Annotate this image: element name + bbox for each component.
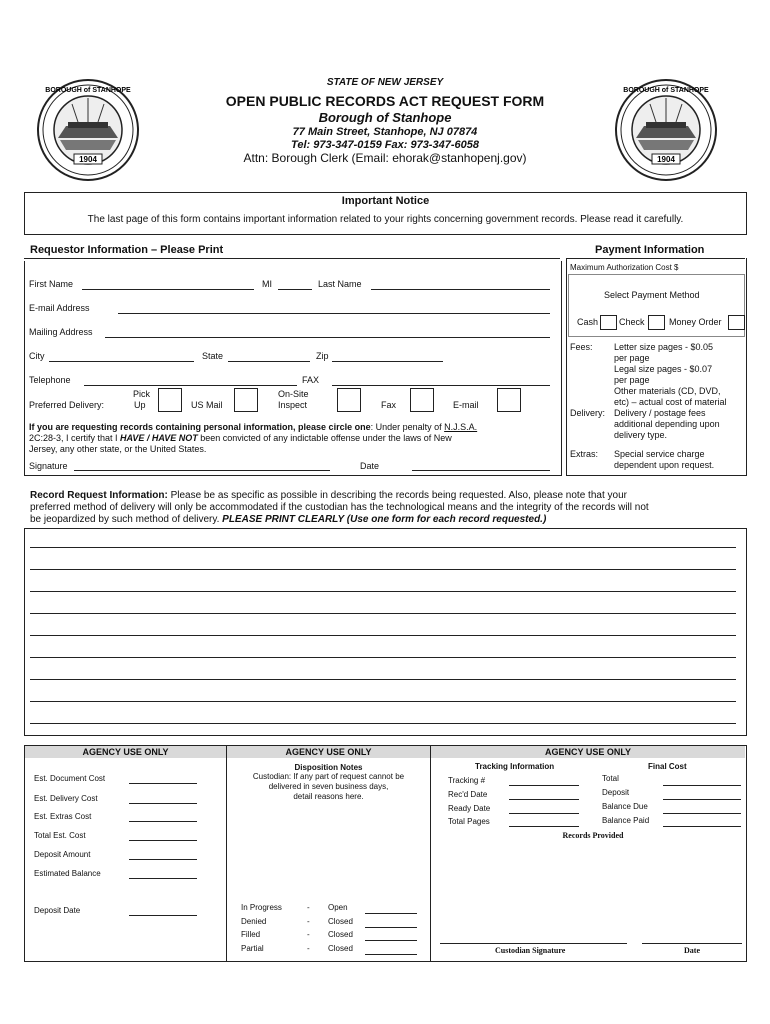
status-field[interactable] bbox=[365, 913, 417, 914]
fees-text bbox=[614, 342, 727, 408]
svg-text:1904: 1904 bbox=[79, 155, 97, 164]
record-request-line[interactable] bbox=[30, 569, 736, 570]
usmail-checkbox[interactable] bbox=[234, 388, 258, 412]
preferred-delivery-label: Preferred Delivery: bbox=[29, 400, 105, 410]
status-field[interactable] bbox=[365, 927, 417, 928]
svg-text:1904: 1904 bbox=[657, 155, 675, 164]
recd-date-label: Rec'd Date bbox=[448, 790, 488, 799]
state-label: STATE OF NEW JERSEY bbox=[326, 77, 444, 88]
total-pages-label: Total Pages bbox=[448, 817, 490, 826]
deposit-amount-label: Deposit Amount bbox=[34, 850, 91, 859]
tracking-title: Tracking Information bbox=[475, 762, 555, 771]
delivery-fee-label: Delivery: bbox=[570, 408, 606, 418]
agency-heading-1: AGENCY USE ONLY bbox=[82, 747, 169, 757]
max-authorization-label: Maximum Authorization Cost $ bbox=[570, 263, 679, 272]
record-request-line[interactable] bbox=[30, 679, 736, 680]
fees-label: Fees: bbox=[570, 342, 593, 352]
zip-label: Zip bbox=[316, 351, 329, 361]
balance-due-field[interactable] bbox=[663, 813, 741, 814]
check-label: Check bbox=[619, 317, 645, 327]
est-extras-cost-field[interactable] bbox=[129, 821, 197, 822]
payment-heading: Payment Information bbox=[595, 244, 705, 256]
cash-checkbox[interactable] bbox=[600, 315, 617, 330]
fax-field[interactable] bbox=[332, 385, 550, 386]
attn-clerk: Attn: Borough Clerk (Email: ehorak@stanhopenj.gov) bbox=[243, 151, 527, 165]
record-request-line[interactable] bbox=[30, 635, 736, 636]
record-request-text-3: be jeopardized by such method of delivery. bbox=[30, 514, 223, 525]
record-request-text-2: preferred method of delivery will only be accommodated if the custodian has the technological means and the integrity of the records will not bbox=[30, 502, 649, 513]
certification-c: been convicted of any indictable offense under the laws of New bbox=[197, 433, 452, 443]
status-field[interactable] bbox=[365, 954, 417, 955]
money-order-checkbox[interactable] bbox=[728, 315, 745, 330]
onsite-label-2: Inspect bbox=[278, 400, 308, 410]
estimated-balance-field[interactable] bbox=[129, 878, 197, 879]
njsa-ref: N.J.S.A. bbox=[444, 422, 478, 432]
custodian-signature-field[interactable] bbox=[440, 943, 627, 944]
cash-label: Cash bbox=[577, 317, 599, 327]
pickup-checkbox[interactable] bbox=[158, 388, 182, 412]
email-delivery-label: E-mail bbox=[453, 400, 479, 410]
status-field[interactable] bbox=[365, 940, 417, 941]
est-delivery-cost-field[interactable] bbox=[129, 803, 197, 804]
record-request-line[interactable] bbox=[30, 657, 736, 658]
important-notice-box bbox=[24, 192, 747, 235]
borough-name: Borough of Stanhope bbox=[318, 110, 452, 125]
record-request-line[interactable] bbox=[30, 701, 736, 702]
fees-other: Other materials (CD, DVD, bbox=[614, 386, 721, 396]
record-request-text-1: Please be as specific as possible in describing the records being requested. Also, please note that your bbox=[167, 490, 627, 501]
fees-other-2: etc) – actual cost of material bbox=[614, 397, 727, 407]
final-deposit-label: Deposit bbox=[602, 788, 630, 797]
date-label: Date bbox=[360, 461, 380, 471]
pickup-label-1: Pick bbox=[133, 389, 151, 399]
final-deposit-field[interactable] bbox=[663, 799, 741, 800]
signature-label: Signature bbox=[29, 461, 68, 471]
disposition-title: Disposition Notes bbox=[294, 763, 363, 772]
certification-text bbox=[29, 422, 554, 455]
pickup-label-2: Up bbox=[134, 400, 146, 410]
svg-text:BOROUGH of STANHOPE: BOROUGH of STANHOPE bbox=[623, 87, 709, 94]
requestor-heading-rule bbox=[24, 258, 560, 259]
email-field[interactable] bbox=[118, 313, 550, 314]
usmail-label: US Mail bbox=[191, 400, 223, 410]
agency-divider-2 bbox=[430, 745, 431, 961]
fees-legal-unit: per page bbox=[614, 375, 650, 385]
telephone-field[interactable] bbox=[84, 385, 297, 386]
city-field[interactable] bbox=[49, 361, 194, 362]
notice-text: The last page of this form contains important information related to your rights concerning government records. Please read it carefully. bbox=[87, 214, 684, 225]
extras-2: dependent upon request. bbox=[614, 460, 715, 470]
status-row[interactable]: In Progress - Open bbox=[241, 903, 421, 917]
mi-label: MI bbox=[262, 279, 272, 289]
money-order-label: Money Order bbox=[669, 317, 722, 327]
city-label: City bbox=[29, 351, 45, 361]
estimated-balance-label: Estimated Balance bbox=[34, 869, 101, 878]
ready-date-label: Ready Date bbox=[448, 804, 491, 813]
onsite-checkbox[interactable] bbox=[337, 388, 361, 412]
certification-b: 2C:28-3, I certify that I bbox=[29, 433, 121, 443]
balance-due-label: Balance Due bbox=[602, 802, 648, 811]
disposition-3: detail reasons here. bbox=[293, 792, 364, 801]
delivery-fee-1: Delivery / postage fees bbox=[614, 408, 706, 418]
first-name-label: First Name bbox=[29, 279, 74, 289]
est-delivery-cost-label: Est. Delivery Cost bbox=[34, 794, 98, 803]
zip-field[interactable] bbox=[332, 361, 443, 362]
state-field-label: State bbox=[202, 351, 224, 361]
total-pages-field[interactable] bbox=[509, 826, 579, 827]
mailing-label: Mailing Address bbox=[29, 327, 93, 337]
extras-text bbox=[614, 449, 714, 471]
print-clearly-note: PLEASE PRINT CLEARLY (Use one form for each record requested.) bbox=[222, 514, 547, 525]
certification-bold: If you are requesting records containing personal information, please circle one bbox=[29, 422, 371, 432]
delivery-fee-text bbox=[614, 408, 720, 441]
have-have-not[interactable]: HAVE / HAVE NOT bbox=[120, 433, 198, 443]
custodian-signature-label: Custodian Signature bbox=[495, 946, 566, 955]
disposition-text bbox=[227, 772, 430, 802]
final-total-field[interactable] bbox=[663, 785, 741, 786]
notice-title: Important Notice bbox=[341, 195, 430, 207]
balance-paid-field[interactable] bbox=[663, 826, 741, 827]
email-label: E-mail Address bbox=[29, 303, 90, 313]
certification-a: : Under penalty of bbox=[370, 422, 445, 432]
borough-address: 77 Main Street, Stanhope, NJ 07874 bbox=[292, 126, 478, 138]
email-delivery-checkbox[interactable] bbox=[497, 388, 521, 412]
status-row[interactable]: Filled - Closed bbox=[241, 930, 421, 944]
signature-field[interactable] bbox=[74, 470, 330, 471]
check-checkbox[interactable] bbox=[648, 315, 665, 330]
state-field[interactable] bbox=[228, 361, 310, 362]
custodian-date-field[interactable] bbox=[642, 943, 742, 944]
final-cost-title: Final Cost bbox=[648, 762, 687, 771]
certification-d: Jersey, any other state, or the United States. bbox=[29, 444, 207, 454]
telephone-label: Telephone bbox=[29, 375, 71, 385]
mailing-field[interactable] bbox=[105, 337, 550, 338]
record-request-label: Record Request Information: bbox=[30, 490, 168, 501]
total-est-cost-field[interactable] bbox=[129, 840, 197, 841]
delivery-fee-3: delivery type. bbox=[614, 430, 668, 440]
last-name-label: Last Name bbox=[318, 279, 362, 289]
record-request-line[interactable] bbox=[30, 613, 736, 614]
deposit-amount-field[interactable] bbox=[129, 859, 197, 860]
status-row[interactable]: Partial - Closed bbox=[241, 944, 421, 958]
status-list bbox=[241, 903, 421, 957]
delivery-fee-2: additional depending upon bbox=[614, 419, 720, 429]
deposit-date-field[interactable] bbox=[129, 915, 197, 916]
extras-label: Extras: bbox=[570, 449, 599, 459]
record-request-line[interactable] bbox=[30, 547, 736, 548]
total-est-cost-label: Total Est. Cost bbox=[34, 831, 86, 840]
est-document-cost-field[interactable] bbox=[129, 783, 197, 784]
extras-1: Special service charge bbox=[614, 449, 705, 459]
disposition-2: delivered in seven business days, bbox=[268, 782, 389, 791]
requestor-heading: Requestor Information – Please Print bbox=[30, 244, 224, 256]
agency-heading-2: AGENCY USE ONLY bbox=[285, 747, 372, 757]
custodian-date-label: Date bbox=[684, 946, 700, 955]
form-title: OPEN PUBLIC RECORDS ACT REQUEST FORM bbox=[225, 93, 545, 109]
tracking-number-field[interactable] bbox=[509, 785, 579, 786]
disposition-1: Custodian: If any part of request cannot be bbox=[252, 772, 405, 781]
last-name-field[interactable] bbox=[371, 289, 550, 290]
record-request-line[interactable] bbox=[30, 591, 736, 592]
date-field[interactable] bbox=[412, 470, 550, 471]
borough-phone: Tel: 973-347-0159 Fax: 973-347-6058 bbox=[291, 139, 479, 151]
fees-letter: Letter size pages - $0.05 bbox=[614, 342, 714, 352]
balance-paid-label: Balance Paid bbox=[602, 816, 650, 825]
svg-text:BOROUGH of STANHOPE: BOROUGH of STANHOPE bbox=[45, 87, 131, 94]
fax-delivery-label: Fax bbox=[381, 400, 397, 410]
records-provided-label: Records Provided bbox=[562, 831, 624, 840]
status-row[interactable]: Denied - Closed bbox=[241, 917, 421, 931]
first-name-field[interactable] bbox=[82, 289, 254, 290]
record-request-line[interactable] bbox=[30, 723, 736, 724]
est-document-cost-label: Est. Document Cost bbox=[34, 774, 106, 783]
record-request-intro bbox=[30, 490, 750, 526]
final-total-label: Total bbox=[602, 774, 619, 783]
fees-legal: Legal size pages - $0.07 bbox=[614, 364, 713, 374]
mi-field[interactable] bbox=[278, 289, 312, 290]
ready-date-field[interactable] bbox=[509, 813, 579, 814]
tracking-number-label: Tracking # bbox=[448, 776, 486, 785]
agency-heading-3: AGENCY USE ONLY bbox=[544, 747, 632, 757]
fax-label: FAX bbox=[302, 375, 320, 385]
fees-letter-unit: per page bbox=[614, 353, 650, 363]
onsite-label-1: On-Site bbox=[278, 389, 309, 399]
deposit-date-label: Deposit Date bbox=[34, 906, 81, 915]
est-extras-cost-label: Est. Extras Cost bbox=[34, 812, 92, 821]
recd-date-field[interactable] bbox=[509, 799, 579, 800]
fax-delivery-checkbox[interactable] bbox=[410, 388, 434, 412]
select-payment-label: Select Payment Method bbox=[604, 290, 700, 300]
record-request-box[interactable] bbox=[24, 528, 747, 736]
